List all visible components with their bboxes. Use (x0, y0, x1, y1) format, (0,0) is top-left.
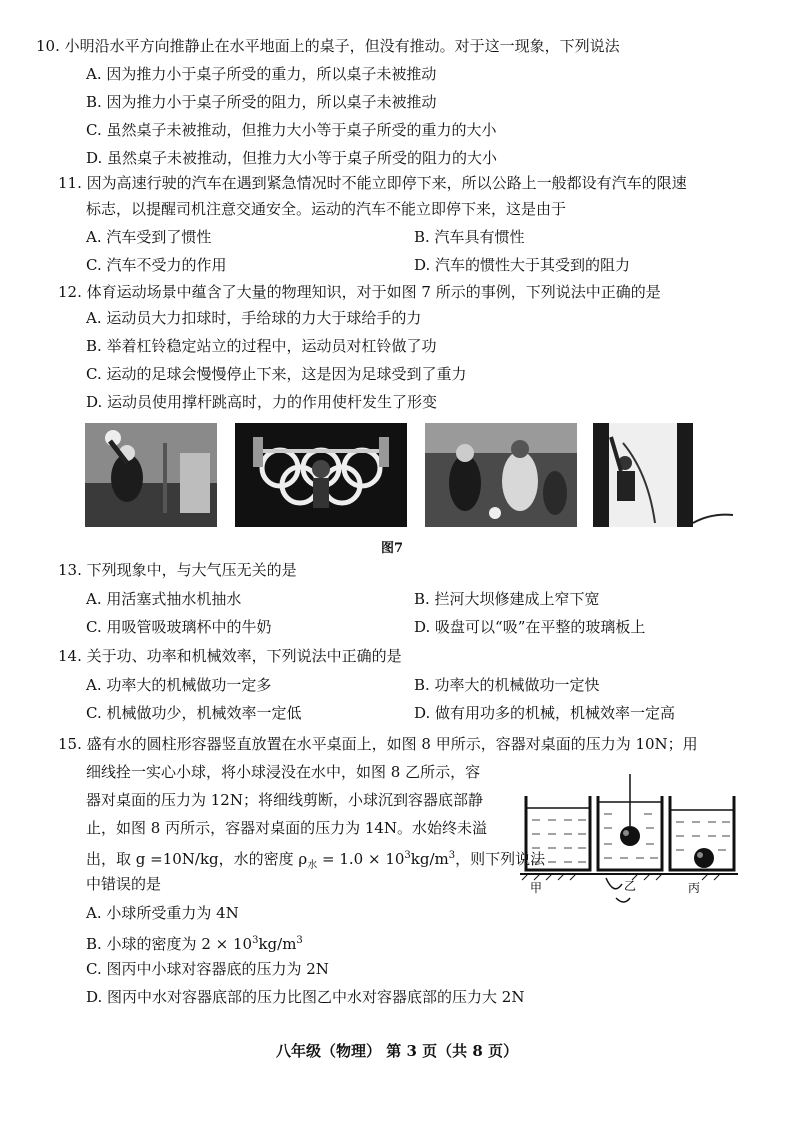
label-yi: 乙 (624, 879, 637, 893)
q12-stem: 12. 体育运动场景中蕴含了大量的物理知识，对于如图 7 所示的事例，下列说法中正确的是 (58, 283, 661, 301)
q10-stem: 10. 小明沿水平方向推静止在水平地面上的桌子，但没有推动。对于这一现象，下列说法 (36, 37, 620, 55)
figure8-containers-diagram (518, 756, 744, 906)
figure7-photos (85, 423, 695, 533)
figure8 (518, 756, 744, 910)
q15-option-a: A. 小球所受重力为 4N (86, 904, 239, 922)
q15-stem-line6: 中错误的是 (86, 875, 162, 893)
container-jia (526, 796, 590, 870)
q13-option-b: B. 拦河大坝修建成上窄下宽 (414, 590, 600, 608)
q10-option-a: A. 因为推力小于桌子所受的重力，所以桌子未被推动 (86, 65, 437, 83)
pole-vaulter-image (593, 423, 693, 527)
q15-line5-superscript2: 3 (448, 850, 456, 861)
q15-line5-superscript: 3 (404, 850, 411, 861)
q10-option-d: D. 虽然桌子未被推动，但推力大小等于桌子所受的阻力的大小 (86, 149, 498, 167)
q15-stem-line4: 止，如图 8 丙所示，容器对桌面的压力为 14N。水始终未溢 (86, 819, 488, 837)
weightlifter-olympic-rings-image (235, 423, 407, 527)
q15-line5-part3: kg/m (410, 850, 449, 868)
q15-stem-line5 (86, 846, 545, 876)
q11-stem-line1: 11. 因为高速行驶的汽车在遇到紧急情况时不能立即停下来，所以公路上一般都设有汽车的限速 (58, 174, 687, 192)
q15-stem-line3: 器对桌面的压力为 12N；将细线剪断，小球沉到容器底部静 (86, 791, 483, 809)
weightlifting-photo (235, 423, 407, 527)
q14-option-a: A. 功率大的机械做功一定多 (86, 676, 272, 694)
q15-line5-subscript: 水 (307, 860, 318, 871)
pole-vault-photo (593, 423, 693, 527)
q12-option-b: B. 举着杠铃稳定站立的过程中，运动员对杠铃做了功 (86, 337, 437, 355)
pole-bend-mark (691, 507, 751, 527)
q14-option-b: B. 功率大的机械做功一定快 (414, 676, 600, 694)
container-yi (598, 774, 662, 870)
q14-option-c: C. 机械做功少，机械效率一定低 (86, 704, 302, 722)
q15-line5-part1: 出，取 g =10N/kg，水的密度 ρ (86, 850, 308, 868)
q10-option-c: C. 虽然桌子未被推动，但推力大小等于桌子所受的重力的大小 (86, 121, 497, 139)
q15-option-b-part1: B. 小球的密度为 2 × 10 (86, 935, 253, 953)
soccer-photo (425, 423, 577, 527)
q13-option-c: C. 用吸管吸玻璃杯中的牛奶 (86, 618, 272, 636)
q13-option-d: D. 吸盘可以“吸”在平整的玻璃板上 (414, 618, 646, 636)
q15-option-b (86, 931, 303, 954)
container-bing (670, 796, 734, 870)
label-bing: 丙 (688, 881, 701, 895)
q15-option-d: D. 图丙中水对容器底部的压力比图乙中水对容器底部的压力大 2N (86, 988, 525, 1006)
q10-option-b: B. 因为推力小于桌子所受的阻力，所以桌子未被推动 (86, 93, 437, 111)
q13-option-a: A. 用活塞式抽水机抽水 (86, 590, 242, 608)
q12-option-d: D. 运动员使用撑杆跳高时，力的作用使杆发生了形变 (86, 393, 438, 411)
q11-option-a: A. 汽车受到了惯性 (86, 228, 212, 246)
q15-line5-part2: = 1.0 × 10 (317, 850, 405, 868)
q15-stem-line2: 细线拴一实心小球，将小球浸没在水中，如图 8 乙所示，容 (86, 763, 481, 781)
volleyball-photo (85, 423, 217, 527)
q11-option-d: D. 汽车的惯性大于其受到的阻力 (414, 256, 631, 274)
q11-option-b: B. 汽车具有惯性 (414, 228, 525, 246)
q13-stem: 13. 下列现象中，与大气压无关的是 (58, 561, 297, 579)
q14-stem: 14. 关于功、功率和机械效率，下列说法中正确的是 (58, 647, 402, 665)
label-jia: 甲 (530, 881, 543, 895)
q15-option-b-superscript: 3 (252, 935, 259, 946)
q15-option-b-part2: kg/m (258, 935, 297, 953)
q15-stem-line1: 15. 盛有水的圆柱形容器竖直放置在水平桌面上，如图 8 甲所示，容器对桌面的压力为 10N；用 (58, 735, 698, 753)
q11-option-c: C. 汽车不受力的作用 (86, 256, 227, 274)
soccer-players-image (425, 423, 577, 527)
q11-stem-line2: 标志，以提醒司机注意交通安全。运动的汽车不能立即停下来，这是由于 (86, 200, 567, 218)
q14-option-d: D. 做有用功多的机械，机械效率一定高 (414, 704, 676, 722)
page-footer: 八年级（物理） 第 3 页（共 8 页） (276, 1042, 518, 1060)
volleyball-player-image (85, 423, 217, 527)
q15-option-c: C. 图丙中小球对容器底的压力为 2N (86, 960, 329, 978)
q15-option-b-superscript2: 3 (296, 935, 303, 946)
q15-line5-part4: ，则下列说法 (455, 850, 546, 868)
figure7-caption: 图7 (381, 541, 404, 556)
q12-option-c: C. 运动的足球会慢慢停止下来，这是因为足球受到了重力 (86, 365, 467, 383)
q12-option-a: A. 运动员大力扣球时，手给球的力大于球给手的力 (86, 309, 422, 327)
